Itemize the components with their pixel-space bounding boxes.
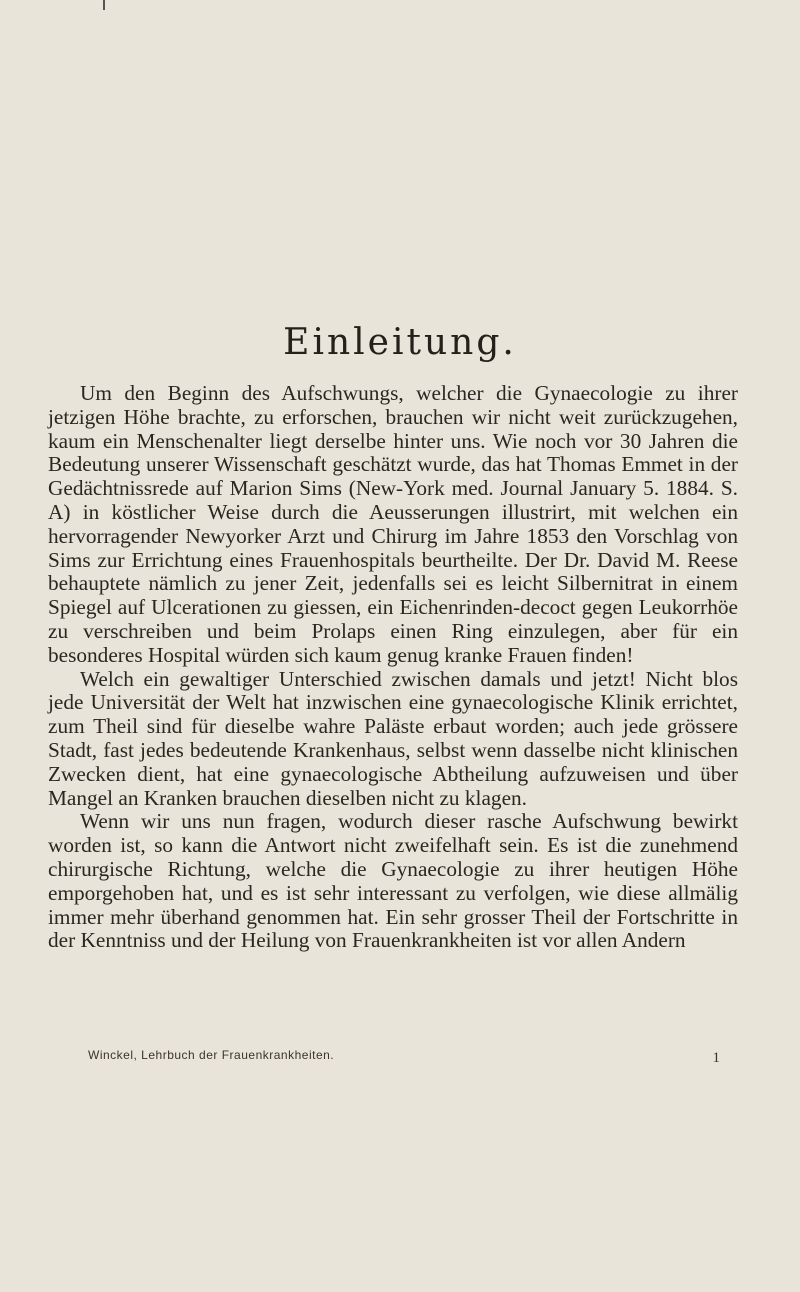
- page-edge-mark: [103, 0, 105, 10]
- page-footer: [88, 1048, 720, 1066]
- chapter-title: Einleitung.: [283, 322, 517, 363]
- paragraph-3: Wenn wir uns nun fragen, wodurch dieser rasche Aufschwung bewirkt worden ist, so kann die Antwort nicht zweifelhaft sein. Es ist die zunehmend chirurgische Richtung, welche die Gynaecologie zu ihrer heutigen Höhe emporgehoben hat, und es ist sehr interessant zu verfolgen, wie diese allmälig immer mehr überhand genommen hat. Ein sehr grosser Theil der Fortschritte in der Kenntniss und der Heilung von Frauenkrankheiten ist vor allen Andern: [48, 809, 738, 953]
- paragraph-1: Um den Beginn des Aufschwungs, welcher die Gynaecologie zu ihrer jetzigen Höhe brachte, zu erforschen, brauchen wir nicht weit zurückzugehen, kaum ein Menschenalter liegt derselbe hinter uns. Wie noch vor 30 Jahren die Bedeutung unserer Wissenschaft geschätzt wurde, das hat Thomas Emmet in der Gedächtnissrede auf Marion Sims (New-York med. Journal January 5. 1884. S. A) in köstlicher Weise durch die Aeusserungen illustrirt, mit welchen ein hervorragender Newyorker Arzt und Chirurg im Jahre 1853 den Vorschlag von Sims zur Errichtung eines Frauenhospitals beurtheilte. Der Dr. David M. Reese behauptete nämlich zu jener Zeit, jedenfalls sei es leicht Silbernitrat in einem Spiegel auf Ulcerationen zu giessen, ein Eichenrinden-decoct gegen Leukorrhöe zu verschreiben und beim Prolaps einen Ring einzulegen, aber für ein besonderes Hospital würden sich kaum genug kranke Frauen finden!: [48, 381, 738, 667]
- sheet-number: 1: [712, 1050, 720, 1066]
- paragraph-2: Welch ein gewaltiger Unterschied zwischen damals und jetzt! Nicht blos jede Universität der Welt hat inzwischen eine gynaecologische Klinik errichtet, zum Theil sind für dieselbe wahre Paläste erbaut worden; auch jede grössere Stadt, fast jedes bedeutende Krankenhaus, selbst wenn dasselbe nicht klinischen Zwecken dient, hat eine gynaecologische Abtheilung aufzuweisen und über Mangel an Kranken brauchen dieselben nicht zu klagen.: [48, 666, 738, 810]
- footer-signature: Winckel, Lehrbuch der Frauenkrankheiten.: [88, 1048, 335, 1062]
- body-text: [48, 382, 738, 953]
